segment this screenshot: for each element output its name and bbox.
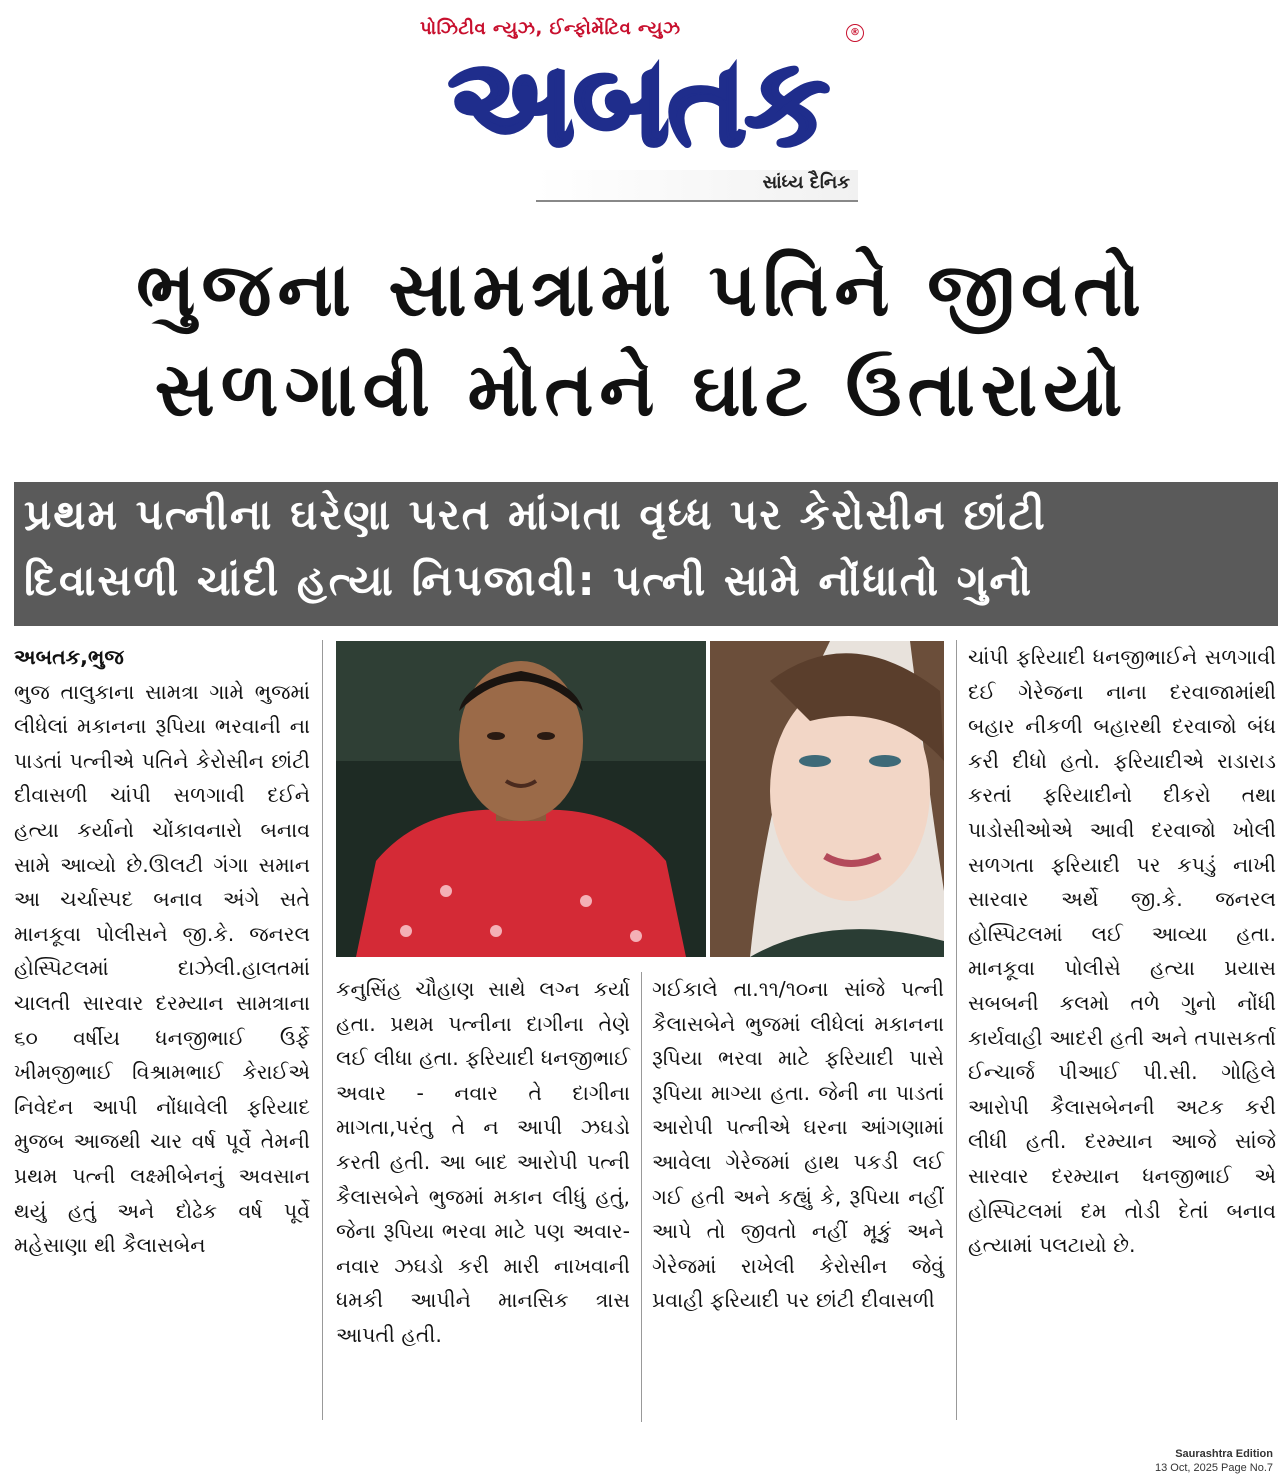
headline-line-1: ભુજના સામત્રામાં પતિને જીવતો bbox=[136, 247, 1147, 333]
article-column-4 bbox=[968, 640, 1276, 1263]
column-divider bbox=[956, 640, 957, 1420]
subheadline-band bbox=[14, 482, 1278, 626]
article-column-3 bbox=[652, 972, 944, 1318]
article-column-2 bbox=[336, 972, 630, 1353]
newspaper-logo: અબતક bbox=[448, 40, 828, 168]
photo-accused bbox=[710, 641, 944, 957]
column-divider bbox=[641, 972, 642, 1422]
photo-victim bbox=[336, 641, 706, 957]
masthead-tagline: પોઝિટીવ ન્યુઝ, ઈન્ફોર્મેટિવ ન્યુઝ bbox=[420, 18, 681, 39]
article-text-col-2: કનુસિંહ ચૌહાણ સાથે લગ્ન કર્યા હતા. પ્રથમ પત્નીના દાગીના તેણે લઈ લીધા હતા. ફરિયાદી ધનજીભાઈ અવાર - નવાર તે દાગીના માગતા,પરંતુ તે ન આપી ઝઘડો કરતી હતી. આ બાદ આરોપી પત્ની કૈલાસબેને ભુજમાં મકાન લીધું હતું, જેના રૂપિયા ભરવા માટે પણ અવાર- નવાર ઝઘડો કરી મારી નાખવાની ધમકી આપીને માનસિક ત્રાસ આપતી હતી. bbox=[336, 977, 630, 1347]
victim-portrait-image bbox=[336, 641, 706, 957]
date-page-label: 13 Oct, 2025 Page No.7 bbox=[1154, 1462, 1273, 1474]
dateline: અબતક,ભુજ bbox=[14, 645, 124, 669]
column-divider bbox=[322, 640, 323, 1420]
accused-portrait-image bbox=[710, 641, 944, 957]
article-column-1 bbox=[14, 640, 310, 1263]
headline bbox=[0, 240, 1283, 440]
edition-label: Saurashtra Edition bbox=[1175, 1448, 1273, 1460]
masthead-subtitle: સાંધ્ય દૈનિક bbox=[762, 172, 850, 193]
page-footer bbox=[1155, 1447, 1273, 1475]
subheadline-line-2: દિવાસળી ચાંદી હત્યા નિપજાવી: પત્ની સામે નોંધાતો ગુનો bbox=[24, 556, 1034, 605]
subheadline-line-1: પ્રથમ પત્નીના ઘરેણા પરત માંગતા વૃધ્ધ પર કેરોસીન છાંટી bbox=[24, 490, 1047, 539]
masthead bbox=[0, 0, 1283, 210]
article-text-col-1: ભુજ તાલુકાના સામત્રા ગામે ભુજમાં લીધેલાં મકાનના રૂપિયા ભરવાની ના પાડતાં પત્નીએ પતિને કેરોસીન છાંટી દીવાસળી ચાંપી સળગાવી દઈને હત્યા કર્યાનો ચોંકાવનારો બનાવ સામે આવ્યો છે.ઊલટી ગંગા સમાન આ ચર્ચાસ્પદ બનાવ અંગે સતે માનકૂવા પોલીસને જી.કે. જનરલ હોસ્પિટલમાં દાઝેલી.હાલતમાં ચાલતી સારવાર દરમ્યાન સામત્રાના ૬૦ વર્ષીય ધનજીભાઈ ઉર્ફે ખીમજીભાઈ વિશ્રામભાઈ કેરાઈએ નિવેદન આપી નોંધાવેલી ફરિયાદ મુજબ આજથી ચાર વર્ષ પૂર્વે તેમની પ્રથમ પત્ની લક્ષ્મીબેનનું અવસાન થયું હતું અને દોઢેક વર્ષ પૂર્વે મહેસાણા થી કૈલાસબેન bbox=[14, 679, 310, 1258]
masthead-subtitle-badge bbox=[536, 170, 858, 202]
article-text-col-3: ગઈકાલે તા.૧૧/૧૦ના સાંજે પત્ની કૈલાસબેને ભુજમાં લીધેલાં મકાનના રૂપિયા ભરવા માટે ફરિયાદી પાસે રૂપિયા માગ્યા હતા. જેની ના પાડતાં આરોપી પત્નીએ ઘરના આંગણામાં આવેલા ગેરેજમાં હાથ પકડી લઈ ગઈ હતી અને કહ્યું કે, રૂપિયા નહીં આપે તો જીવતો નહીં મૂકું અને ગેરેજમાં રાખેલી કેરોસીન જેવું પ્રવાહી ફરિયાદી પર છાંટી દીવાસળી bbox=[652, 977, 944, 1313]
registered-mark: ® bbox=[846, 24, 864, 42]
article-text-col-4: ચાંપી ફરિયાદી ધનજીભાઈને સળગાવી દઈ ગેરેજના નાના દરવાજામાંથી બહાર નીકળી બહારથી દરવાજો બંધ કરી દીધો હતો. ફરિયાદીએ રાડારાડ કરતાં ફરિયાદીનો દીકરો તથા પાડોસીઓએ આવી દરવાજો ખોલી સળગતા ફરિયાદી પર કપડું નાખી સારવાર અર્થે જી.કે. જનરલ હોસ્પિટલમાં લઈ આવ્યા હતા. માનકૂવા પોલીસે હત્યા પ્રયાસ સબબની કલમો તળે ગુનો નોંધી કાર્યવાહી આદરી હતી અને તપાસકર્તા ઈન્ચાર્જ પીઆઈ પી.સી. ગોહિલે આરોપી કૈલાસબેનની અટક કરી લીધી હતી. દરમ્યાન આજે સાંજે સારવાર દરમ્યાન ધનજીભાઈ એ હોસ્પિટલમાં દમ તોડી દેતાં બનાવ હત્યામાં પલટાયો છે. bbox=[968, 645, 1276, 1258]
headline-line-2: સળગાવી મોતને ઘાટ ઉતારાયો bbox=[154, 347, 1129, 433]
